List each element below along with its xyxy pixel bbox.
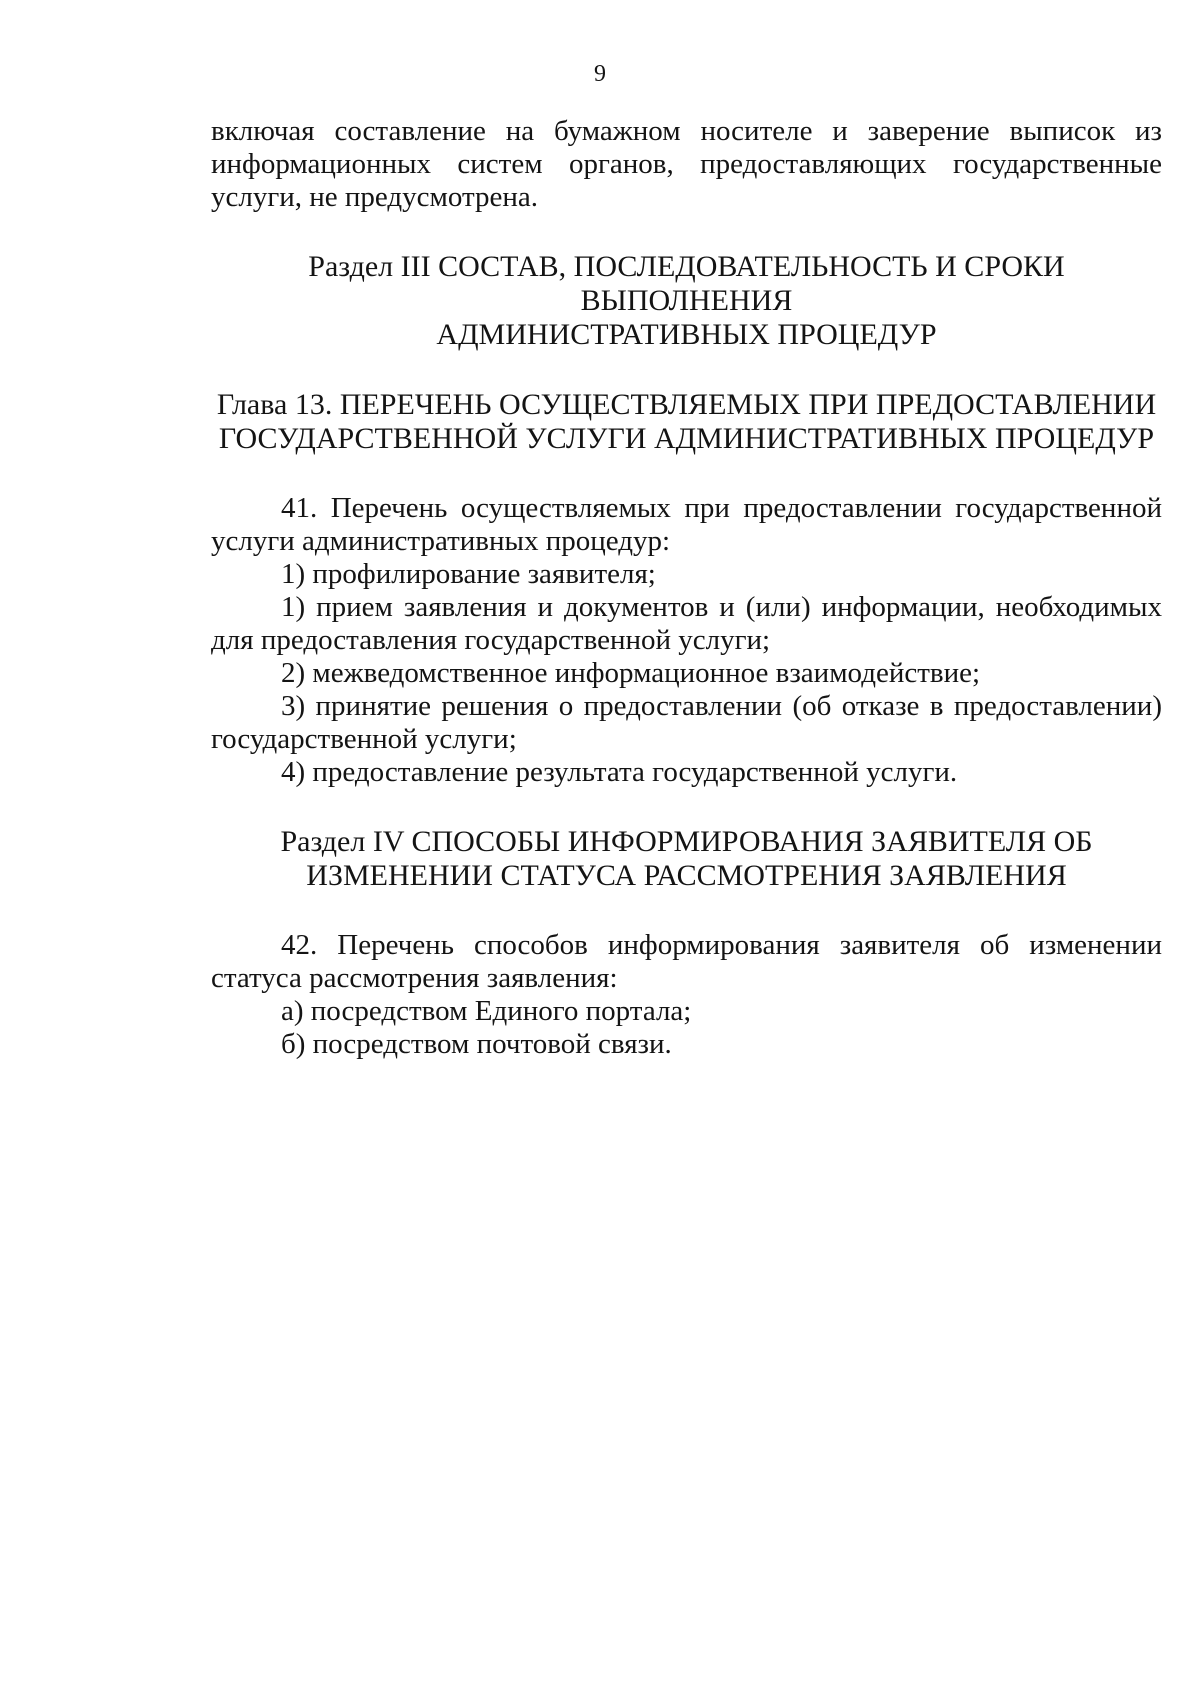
section-3-heading xyxy=(211,250,1162,352)
chapter-13-heading-line-2: ГОСУДАРСТВЕННОЙ УСЛУГИ АДМИНИСТРАТИВНЫХ ПРОЦЕДУР xyxy=(218,422,1155,455)
item-41-list-item: 2) межведомственное информационное взаимодействие; xyxy=(281,657,981,689)
chapter-13-heading xyxy=(211,388,1162,456)
chapter-13-heading-line-1: Глава 13. ПЕРЕЧЕНЬ ОСУЩЕСТВЛЯЕМЫХ ПРИ ПРЕДОСТАВЛЕНИИ xyxy=(216,388,1157,421)
item-42-text: 42. Перечень способов информирования заявителя об изменении статуса рассмотрения заявления: xyxy=(211,929,1162,994)
section-4-heading-line-1: Раздел IV СПОСОБЫ ИНФОРМИРОВАНИЯ ЗАЯВИТЕЛЯ ОБ xyxy=(280,825,1093,858)
item-41-list-item: 1) прием заявления и документов и (или) информации, необходимых для предоставления государственной услуги; xyxy=(211,591,1162,656)
section-3-heading-line-2: АДМИНИСТРАТИВНЫХ ПРОЦЕДУР xyxy=(436,318,937,351)
item-41-text: 41. Перечень осуществляемых при предоставлении государственной услуги административных процедур: xyxy=(211,492,1162,557)
item-41-list-item: 1) профилирование заявителя; xyxy=(281,558,656,590)
item-41-list-item: 4) предоставление результата государственной услуги. xyxy=(281,756,958,788)
item-41-list-item: 3) принятие решения о предоставлении (об отказе в предоставлении) государственной услуги; xyxy=(211,690,1162,755)
intro-paragraph: включая составление на бумажном носителе и заверение выписок из информационных систем органов, предоставляющих государственные услуги, не предусмотрена. xyxy=(211,115,1162,213)
page-number: 9 xyxy=(594,61,606,87)
item-42-list-item: б) посредством почтовой связи. xyxy=(281,1028,672,1060)
section-3-heading-line-1: Раздел III СОСТАВ, ПОСЛЕДОВАТЕЛЬНОСТЬ И СРОКИ ВЫПОЛНЕНИЯ xyxy=(308,250,1065,317)
page-content xyxy=(211,115,1162,1061)
item-42 xyxy=(211,929,1162,1061)
item-42-list-item: а) посредством Единого портала; xyxy=(281,995,692,1027)
section-4-heading xyxy=(211,825,1162,893)
section-4-heading-line-2: ИЗМЕНЕНИИ СТАТУСА РАССМОТРЕНИЯ ЗАЯВЛЕНИЯ xyxy=(306,859,1067,892)
item-41 xyxy=(211,492,1162,789)
